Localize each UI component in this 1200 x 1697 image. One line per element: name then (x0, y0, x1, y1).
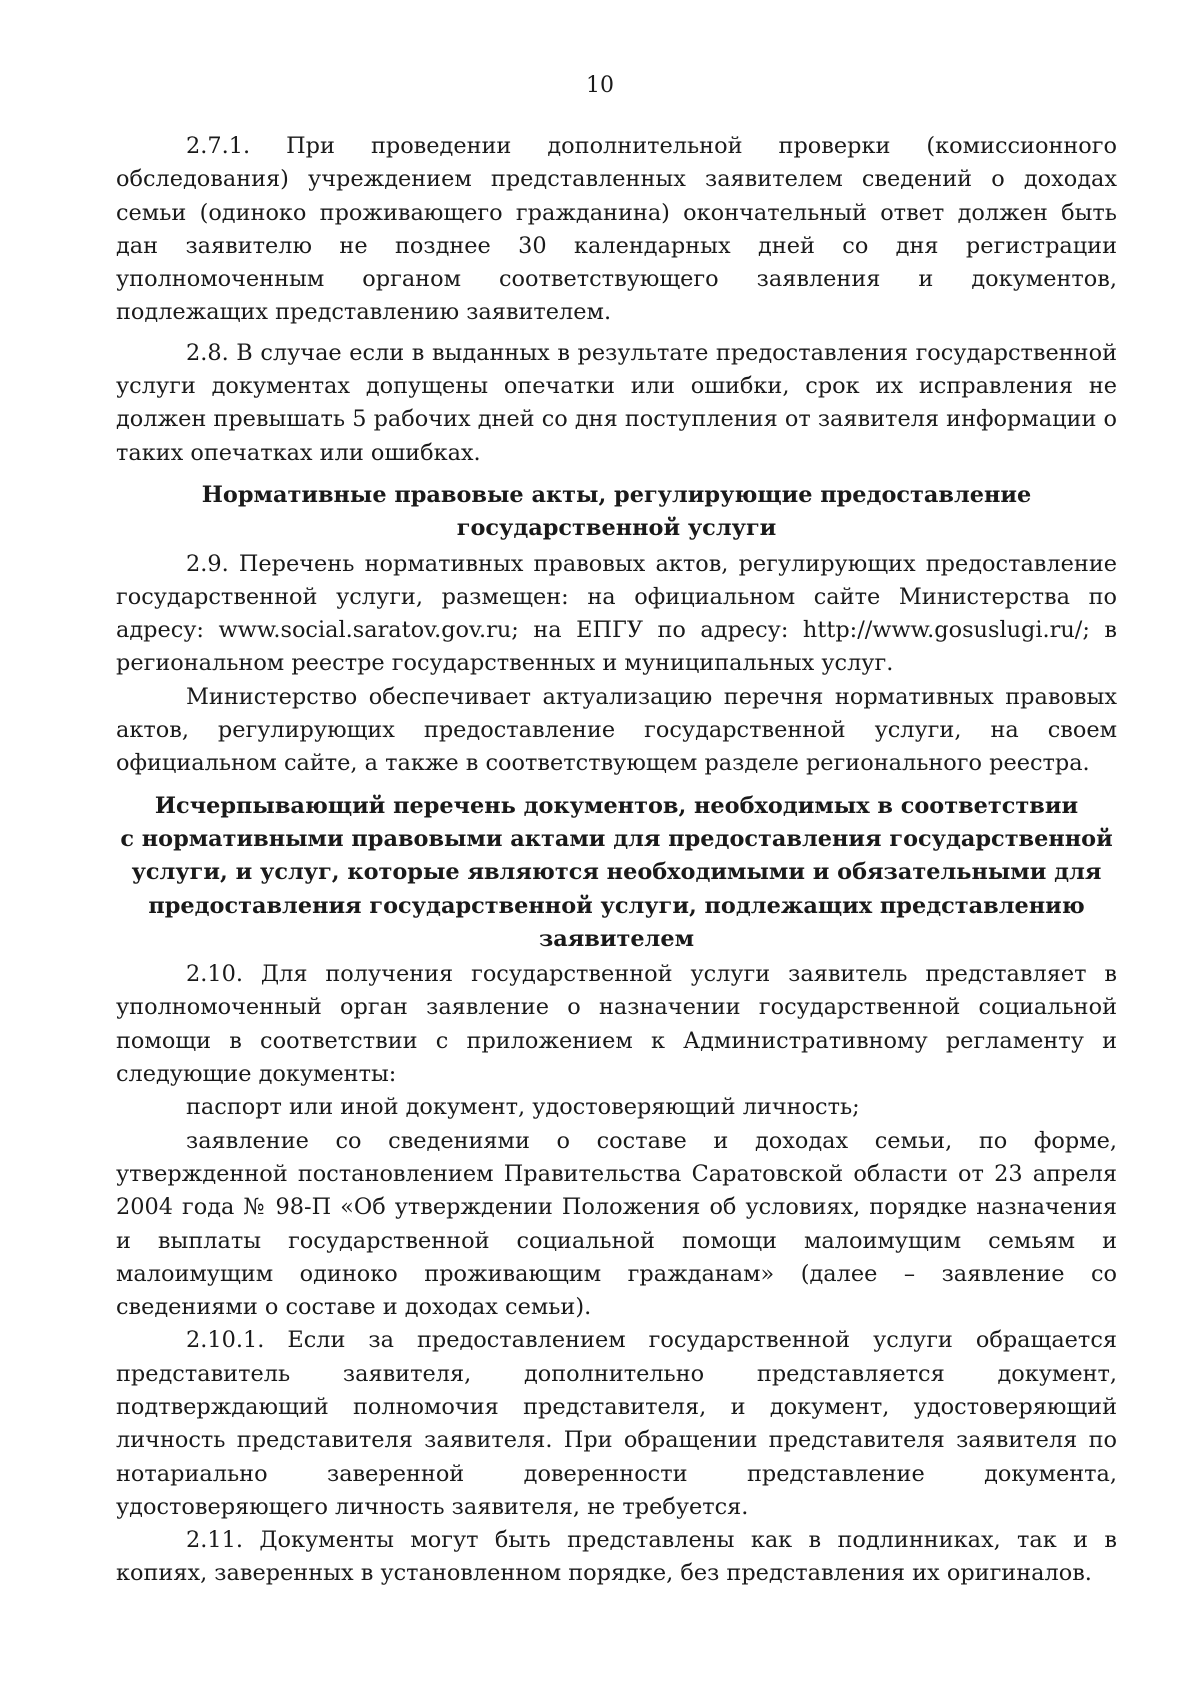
heading-line: государственной услуги (456, 515, 777, 542)
document-body (116, 130, 1117, 1591)
heading-line: предоставления государственной услуги, подлежащих представлению (148, 892, 1085, 919)
heading-line: с нормативными правовыми актами для предоставления государственной (120, 825, 1113, 852)
heading-line: Исчерпывающий перечень документов, необходимых в соответствии (154, 792, 1079, 819)
heading-line: услуги, и услуг, которые являются необходимыми и обязательными для (131, 859, 1102, 886)
paragraph-passport: паспорт или иной документ, удостоверяющий личность; (186, 1094, 860, 1121)
paragraph-2-11: 2.11. Документы могут быть представлены как в подлинниках, так и в копиях, заверенных в установленном порядке, без представления их оригиналов. (116, 1527, 1117, 1587)
heading-line: заявителем (538, 925, 695, 952)
paragraph-2-10-1: 2.10.1. Если за предоставлением государственной услуги обращается представитель заявителя, дополнительно представляется документ, подтверждающий полномочия представителя, и документ, удостоверяющий личность представителя заявителя. При обращении представителя заявителя по нотариально заверенной доверенности представление документа, удостоверяющего личность заявителя, не требуется. (116, 1327, 1117, 1520)
heading-normative-acts (116, 479, 1117, 546)
page-number: 10 (586, 73, 614, 98)
heading-line: Нормативные правовые акты, регулирующие предоставление (201, 481, 1032, 508)
paragraph-statement: заявление со сведениями о составе и доходах семьи, по форме, утвержденной постановлением Правительства Саратовской области от 23 апреля 2004 года № 98-П «Об утверждении Положения об условиях, порядке назначения и выплаты государственной социальной помощи малоимущим семьям и малоимущим одиноко проживающим гражданам» (далее – заявление со сведениями о составе и доходах семьи). (116, 1127, 1117, 1321)
paragraph-2-7-1: 2.7.1. При проведении дополнительной проверки (комиссионного обследования) учреждением представленных заявителем сведений о доходах семьи (одиноко проживающего гражданина) окончательный ответ должен быть дан заявителю не позднее 30 календарных дней со дня регистрации уполномоченным органом соответствующего заявления и документов, подлежащих представлению заявителем. (116, 133, 1117, 326)
heading-documents-list (116, 790, 1117, 956)
paragraph-ministry: Министерство обеспечивает актуализацию перечня нормативных правовых актов, регулирующих предоставление государственной услуги, на своем официальном сайте, а также в соответствующем разделе регионального реестра. (116, 683, 1117, 777)
paragraph-2-8: 2.8. В случае если в выданных в результате предоставления государственной услуги документах допущены опечатки или ошибки, срок их исправления не должен превышать 5 рабочих дней со дня поступления от заявителя информации о таких опечатках или ошибках. (116, 339, 1117, 466)
paragraph-2-9: 2.9. Перечень нормативных правовых актов, регулирующих предоставление государственной услуги, размещен: на официальном сайте Министерства по адресу: www.social.saratov.gov.ru; на ЕПГУ по адресу: http://www.gosuslugi.ru/; в региональном реестре государственных и муниципальных услуг. (116, 550, 1117, 677)
paragraph-2-10: 2.10. Для получения государственной услуги заявитель представляет в уполномоченный орган заявление о назначении государственной социальной помощи в соответствии с приложением к Административному регламенту и следующие документы: (116, 961, 1117, 1088)
